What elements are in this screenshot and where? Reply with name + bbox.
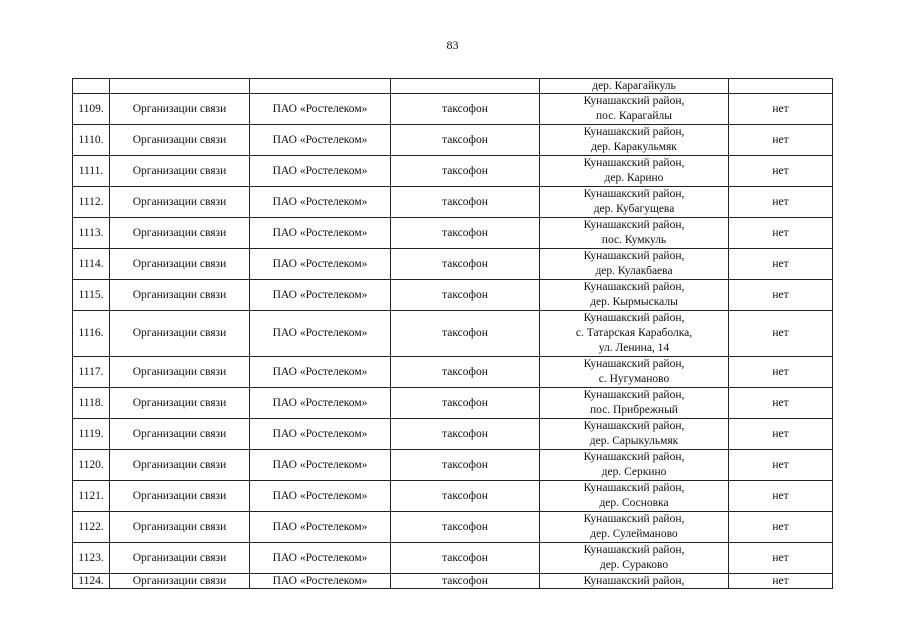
cell-address: [540, 218, 729, 249]
cell-address: [540, 419, 729, 450]
cell-category: Организации связи: [110, 125, 250, 156]
cell-num: 1116.: [73, 311, 110, 357]
cell-operator: ПАО «Ростелеком»: [250, 481, 391, 512]
cell-num: 1123.: [73, 543, 110, 574]
cell-num: 1120.: [73, 450, 110, 481]
cell-address: [540, 450, 729, 481]
address-line: дер. Карагайкуль: [592, 79, 676, 92]
cell-category: Организации связи: [110, 311, 250, 357]
cell-operator: ПАО «Ростелеком»: [250, 450, 391, 481]
cell-category: Организации связи: [110, 512, 250, 543]
cell-category: Организации связи: [110, 218, 250, 249]
cell-operator: ПАО «Ростелеком»: [250, 543, 391, 574]
cell-type: таксофон: [391, 94, 540, 125]
cell-category: Организации связи: [110, 481, 250, 512]
cell-num: [73, 79, 110, 94]
cell-num: 1115.: [73, 280, 110, 311]
cell-address: [540, 125, 729, 156]
cell-type: таксофон: [391, 574, 540, 589]
cell-status: нет: [729, 357, 833, 388]
cell-num: 1118.: [73, 388, 110, 419]
cell-address: [540, 94, 729, 125]
address-line: дер. Сосновка: [599, 497, 669, 509]
cell-type: таксофон: [391, 481, 540, 512]
cell-type: таксофон: [391, 419, 540, 450]
address-line: Кунашакский район,: [583, 574, 685, 587]
cell-address: [540, 481, 729, 512]
cell-operator: ПАО «Ростелеком»: [250, 357, 391, 388]
table-row: [73, 125, 833, 156]
address-line: Кунашакский район,: [583, 219, 685, 231]
address-line: Кунашакский район,: [583, 420, 685, 432]
address-line: дер. Кубагущева: [593, 203, 675, 215]
table-row: [73, 249, 833, 280]
cell-status: нет: [729, 249, 833, 280]
cell-num: 1110.: [73, 125, 110, 156]
cell-status: нет: [729, 94, 833, 125]
cell-address: [540, 357, 729, 388]
cell-num: 1122.: [73, 512, 110, 543]
address-line: пос. Кумкуль: [601, 234, 667, 246]
cell-operator: ПАО «Ростелеком»: [250, 94, 391, 125]
cell-type: таксофон: [391, 125, 540, 156]
cell-status: [729, 79, 833, 94]
cell-num: 1119.: [73, 419, 110, 450]
cell-status: нет: [729, 125, 833, 156]
cell-status: нет: [729, 187, 833, 218]
table-body: [73, 79, 833, 589]
address-line: Кунашакский район,: [583, 451, 685, 463]
cell-type: таксофон: [391, 218, 540, 249]
table-row: [73, 419, 833, 450]
cell-type: таксофон: [391, 450, 540, 481]
table-row: [73, 450, 833, 481]
cell-num: 1124.: [73, 574, 110, 589]
address-line: с. Нугуманово: [598, 373, 670, 385]
table-row-continuation: [73, 79, 833, 94]
cell-num: 1114.: [73, 249, 110, 280]
cell-type: таксофон: [391, 156, 540, 187]
address-line: Кунашакский район,: [583, 250, 685, 262]
cell-address: [540, 512, 729, 543]
table-row: [73, 187, 833, 218]
address-line: Кунашакский район,: [583, 544, 685, 556]
cell-num: 1111.: [73, 156, 110, 187]
address-line: дер. Сарыкульмяк: [589, 435, 679, 447]
cell-operator: ПАО «Ростелеком»: [250, 187, 391, 218]
address-line: дер. Сураково: [599, 559, 669, 571]
cell-type: таксофон: [391, 311, 540, 357]
table-row: [73, 311, 833, 357]
table-row: [73, 388, 833, 419]
table-row: [73, 481, 833, 512]
cell-status: нет: [729, 311, 833, 357]
cell-category: Организации связи: [110, 543, 250, 574]
table-row: [73, 156, 833, 187]
address-line: с. Татарская Караболка,: [575, 327, 693, 339]
cell-address: [540, 79, 729, 94]
cell-operator: [250, 79, 391, 94]
cell-status: нет: [729, 156, 833, 187]
table-row: [73, 543, 833, 574]
cell-type: таксофон: [391, 388, 540, 419]
cell-status: нет: [729, 388, 833, 419]
table-row: [73, 218, 833, 249]
cell-status: нет: [729, 280, 833, 311]
address-line: ул. Ленина, 14: [598, 342, 670, 354]
address-line: дер. Карино: [604, 172, 664, 184]
cell-type: таксофон: [391, 357, 540, 388]
cell-category: Организации связи: [110, 357, 250, 388]
address-line: Кунашакский район,: [583, 157, 685, 169]
cell-operator: ПАО «Ростелеком»: [250, 512, 391, 543]
cell-operator: ПАО «Ростелеком»: [250, 388, 391, 419]
cell-category: Организации связи: [110, 280, 250, 311]
cell-type: таксофон: [391, 543, 540, 574]
cell-status: нет: [729, 481, 833, 512]
cell-status: нет: [729, 419, 833, 450]
cell-status: нет: [729, 512, 833, 543]
cell-type: таксофон: [391, 249, 540, 280]
address-line: Кунашакский район,: [583, 389, 685, 401]
cell-type: таксофон: [391, 512, 540, 543]
cell-num: 1117.: [73, 357, 110, 388]
table-row: [73, 357, 833, 388]
cell-num: 1121.: [73, 481, 110, 512]
cell-category: [110, 79, 250, 94]
cell-type: таксофон: [391, 280, 540, 311]
table-row: [73, 280, 833, 311]
cell-category: Организации связи: [110, 187, 250, 218]
cell-address: [540, 311, 729, 357]
cell-address: [540, 574, 729, 589]
cell-category: Организации связи: [110, 94, 250, 125]
cell-status: нет: [729, 450, 833, 481]
page-number: 83: [446, 38, 459, 52]
cell-operator: ПАО «Ростелеком»: [250, 218, 391, 249]
cell-type: таксофон: [391, 187, 540, 218]
cell-num: 1112.: [73, 187, 110, 218]
cell-operator: ПАО «Ростелеком»: [250, 280, 391, 311]
cell-operator: ПАО «Ростелеком»: [250, 156, 391, 187]
cell-status: нет: [729, 543, 833, 574]
cell-type: [391, 79, 540, 94]
cell-category: Организации связи: [110, 388, 250, 419]
cell-address: [540, 156, 729, 187]
address-line: Кунашакский район,: [583, 358, 685, 370]
cell-category: Организации связи: [110, 249, 250, 280]
cell-status: нет: [729, 218, 833, 249]
cell-category: Организации связи: [110, 156, 250, 187]
table-row: [73, 512, 833, 543]
address-line: Кунашакский район,: [583, 482, 685, 494]
cell-operator: ПАО «Ростелеком»: [250, 125, 391, 156]
address-line: пос. Карагайлы: [596, 110, 672, 122]
address-line: Кунашакский район,: [583, 126, 685, 138]
cell-operator: ПАО «Ростелеком»: [250, 574, 391, 589]
cell-category: Организации связи: [110, 574, 250, 589]
cell-status: нет: [729, 574, 833, 589]
cell-address: [540, 543, 729, 574]
registry-table: [72, 78, 833, 589]
table-row: [73, 94, 833, 125]
address-line: Кунашакский район,: [583, 188, 685, 200]
table-row: [73, 574, 833, 589]
address-line: дер. Каракульмяк: [591, 141, 677, 153]
cell-address: [540, 249, 729, 280]
address-line: дер. Кырмыскалы: [590, 296, 678, 308]
cell-num: 1113.: [73, 218, 110, 249]
cell-operator: ПАО «Ростелеком»: [250, 311, 391, 357]
cell-address: [540, 280, 729, 311]
address-line: дер. Сулейманово: [590, 528, 678, 540]
address-line: Кунашакский район,: [583, 281, 685, 293]
cell-operator: ПАО «Ростелеком»: [250, 419, 391, 450]
cell-operator: ПАО «Ростелеком»: [250, 249, 391, 280]
cell-address: [540, 187, 729, 218]
cell-address: [540, 388, 729, 419]
address-line: Кунашакский район,: [583, 95, 685, 107]
cell-category: Организации связи: [110, 419, 250, 450]
address-line: дер. Кулакбаева: [595, 265, 673, 277]
address-line: Кунашакский район,: [583, 513, 685, 525]
cell-num: 1109.: [73, 94, 110, 125]
address-line: дер. Серкино: [601, 466, 667, 478]
cell-category: Организации связи: [110, 450, 250, 481]
address-line: Кунашакский район,: [583, 312, 685, 324]
address-line: пос. Прибрежный: [590, 404, 678, 416]
